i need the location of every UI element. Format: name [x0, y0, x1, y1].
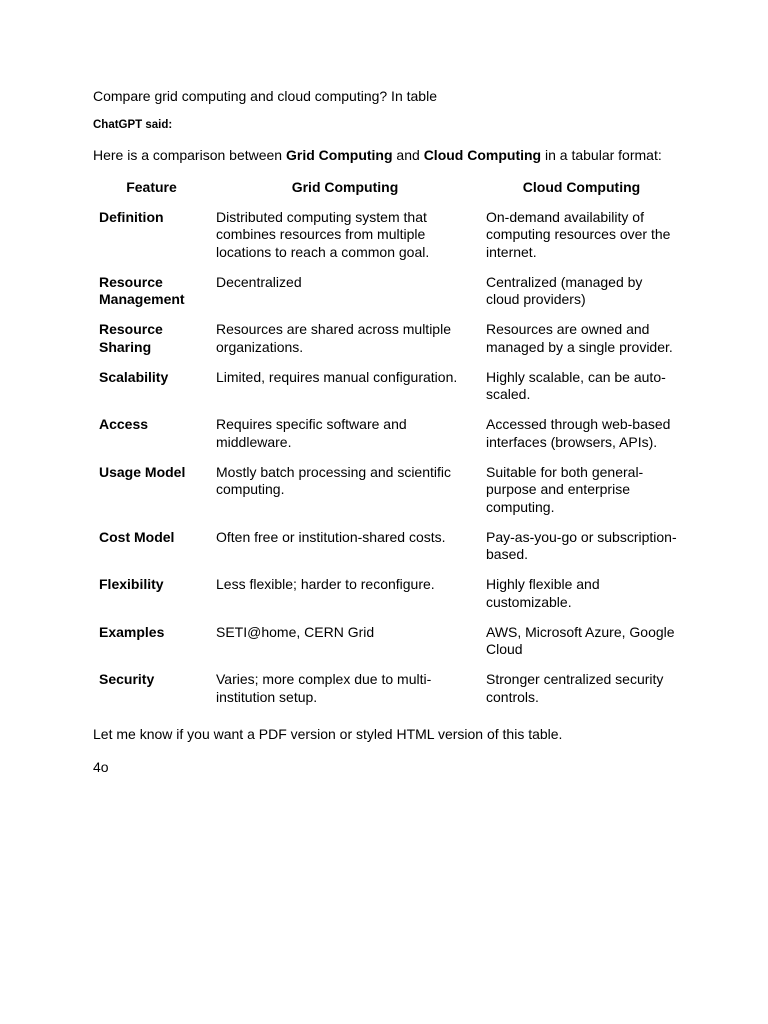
comparison-table	[93, 175, 683, 719]
feature-cell: Definition	[99, 208, 164, 225]
cloud-cell: Resources are owned and managed by a single provider.	[486, 321, 673, 355]
cloud-cell: Suitable for both general-purpose and enterprise computing.	[486, 463, 644, 515]
header-cloud-computing: Cloud Computing	[522, 179, 641, 195]
header-grid-computing: Grid Computing	[291, 179, 399, 195]
table-row	[93, 576, 683, 624]
model-label: 4o	[93, 758, 109, 775]
table-row	[93, 321, 683, 369]
intro-term-cloud: Cloud Computing	[423, 147, 542, 163]
conversation-page	[93, 87, 683, 776]
cloud-cell: Highly flexible and customizable.	[486, 576, 600, 610]
cloud-cell: Stronger centralized security controls.	[486, 671, 664, 705]
grid-cell: Varies; more complex due to multi-institution setup.	[216, 671, 432, 705]
cloud-cell: Highly scalable, can be auto-scaled.	[486, 368, 666, 402]
table-row	[93, 671, 683, 719]
feature-cell: Resource Sharing	[99, 321, 163, 355]
feature-cell: Cost Model	[99, 528, 175, 545]
grid-cell: Less flexible; harder to reconfigure.	[216, 576, 435, 592]
cloud-cell: On-demand availability of computing resources over the internet.	[486, 208, 671, 260]
grid-cell: Limited, requires manual configuration.	[216, 368, 458, 385]
feature-cell: Access	[99, 416, 149, 432]
table-row	[93, 416, 683, 464]
grid-cell: Requires specific software and middleware.	[216, 416, 407, 450]
intro-after: in a tabular format:	[541, 147, 662, 163]
feature-cell: Usage Model	[99, 463, 186, 480]
grid-cell: Decentralized	[216, 273, 302, 290]
grid-cell: Resources are shared across multiple organizations.	[216, 321, 451, 355]
user-question: Compare grid computing and cloud computing? In table	[93, 88, 437, 104]
table-row	[93, 624, 683, 672]
feature-cell: Scalability	[99, 368, 169, 385]
cloud-cell: Pay-as-you-go or subscription-based.	[486, 528, 677, 562]
table-row	[93, 369, 683, 417]
table-row	[93, 464, 683, 529]
table-row	[93, 274, 683, 322]
intro-paragraph	[93, 146, 683, 164]
table-header-row	[93, 175, 683, 209]
table-row	[93, 529, 683, 577]
intro-term-grid: Grid Computing	[286, 147, 393, 163]
grid-cell: Distributed computing system that combines resources from multiple locations to reach a common goal.	[216, 208, 430, 260]
closing-message: Let me know if you want a PDF version or styled HTML version of this table.	[93, 725, 563, 742]
grid-cell: Often free or institution-shared costs.	[216, 528, 446, 545]
table-row	[93, 209, 683, 274]
intro-before: Here is a comparison between	[93, 147, 286, 163]
intro-middle: and	[392, 147, 424, 163]
feature-cell: Flexibility	[99, 576, 164, 592]
grid-cell: SETI@home, CERN Grid	[216, 623, 375, 640]
feature-cell: Security	[99, 671, 155, 687]
cloud-cell: Accessed through web-based interfaces (browsers, APIs).	[486, 416, 671, 450]
feature-cell: Resource Management	[99, 273, 185, 307]
feature-cell: Examples	[99, 623, 165, 640]
cloud-cell: Centralized (managed by cloud providers)	[486, 273, 643, 307]
cloud-cell: AWS, Microsoft Azure, Google Cloud	[486, 623, 675, 657]
header-feature: Feature	[126, 179, 177, 195]
speaker-label: ChatGPT said:	[93, 119, 173, 131]
grid-cell: Mostly batch processing and scientific computing.	[216, 463, 451, 497]
